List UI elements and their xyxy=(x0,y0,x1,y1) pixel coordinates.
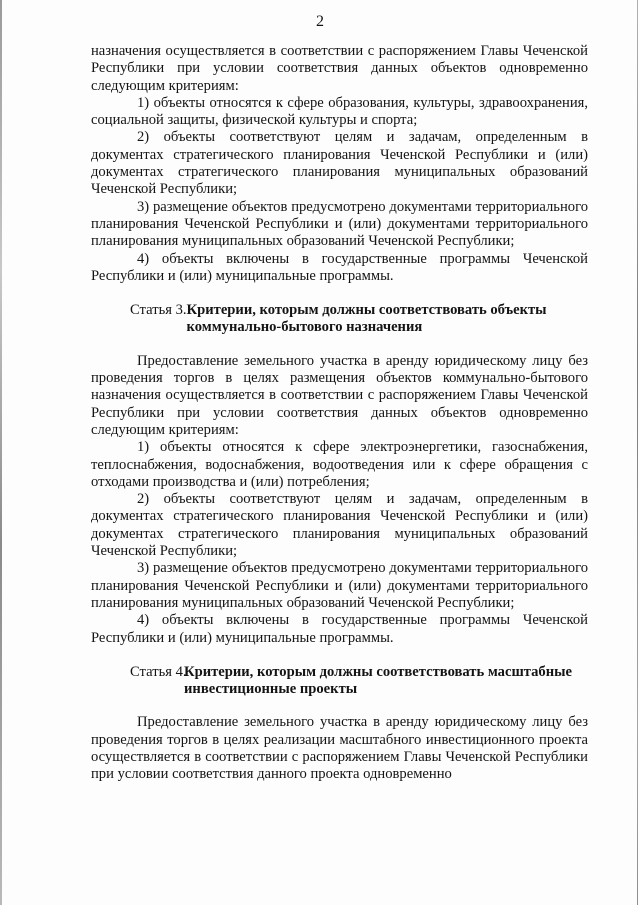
paragraph-intro-continuation: назначения осуществляется в соответствии с распоряжением Главы Чеченской Республики при условии соответствия данных объектов одновременно следующим критериям: xyxy=(91,43,588,94)
article-4-heading xyxy=(91,664,588,699)
article-4-paragraph: Предоставление земельного участка в аренду юридическому лицу без проведения торгов в целях реализации масштабного инвестиционного проекта осуществляется в соответствии с распоряжением Главы Чеченской Республики при условии соответствия данного проекта одновременно xyxy=(91,714,588,783)
document-body xyxy=(91,43,588,784)
article-3-paragraph: Предоставление земельного участка в аренду юридическому лицу без проведения торгов в целях размещения объектов коммунально-бытового назначения осуществляется в соответствии с распоряжением Главы Чеченской Республики при условии соответствия данных объектов одновременно следующим критериям: xyxy=(91,352,588,438)
criterion-item: 3) размещение объектов предусмотрено документами территориального планирования Чеченской Республики и (или) документами территориального планирования муниципальных образований Чеченской Республики; xyxy=(91,198,588,250)
scan-right-edge xyxy=(637,0,638,905)
criterion-item: 4) объекты включены в государственные программы Чеченской Республики и (или) муниципальные программы. xyxy=(91,612,588,646)
criterion-item: 1) объекты относятся к сфере образования, культуры, здравоохранения, социальной защиты, физической культуры и спорта; xyxy=(91,94,588,129)
article-3-label: Статья 3. xyxy=(130,302,187,319)
page-number: 2 xyxy=(316,13,324,30)
criterion-item: 2) объекты соответствуют целям и задачам, определенным в документах стратегического планирования Чеченской Республики и (или) документах стратегического планирования муниципальных образований Чеченской Республики; xyxy=(91,129,588,198)
criterion-item: 1) объекты относятся к сфере электроэнергетики, газоснабжения, теплоснабжения, водоснабжения, водоотведения или к сфере обращения с отходами производства и (или) потребления; xyxy=(91,439,588,490)
scan-left-edge xyxy=(0,0,2,905)
article-4-title: Критерии, которым должны соответствовать масштабные инвестиционные проекты xyxy=(184,663,572,698)
criterion-item: 3) размещение объектов предусмотрено документами территориального планирования Чеченской Республики и (или) документами территориального планирования муниципальных образований Чеченской Республики; xyxy=(91,560,588,611)
criterion-item: 4) объекты включены в государственные программы Чеченской Республики и (или) муниципальные программы. xyxy=(91,250,588,284)
article-3-title: Критерии, которым должны соответствовать объекты коммунально-бытового назначения xyxy=(186,302,547,336)
criterion-item: 2) объекты соответствуют целям и задачам, определенным в документах стратегического планирования Чеченской Республики и (или) документах стратегического планирования муниципальных образований Чеченской Республики; xyxy=(91,491,588,560)
article-3-heading xyxy=(91,302,588,337)
article-4-label: Статья 4. xyxy=(130,663,187,680)
